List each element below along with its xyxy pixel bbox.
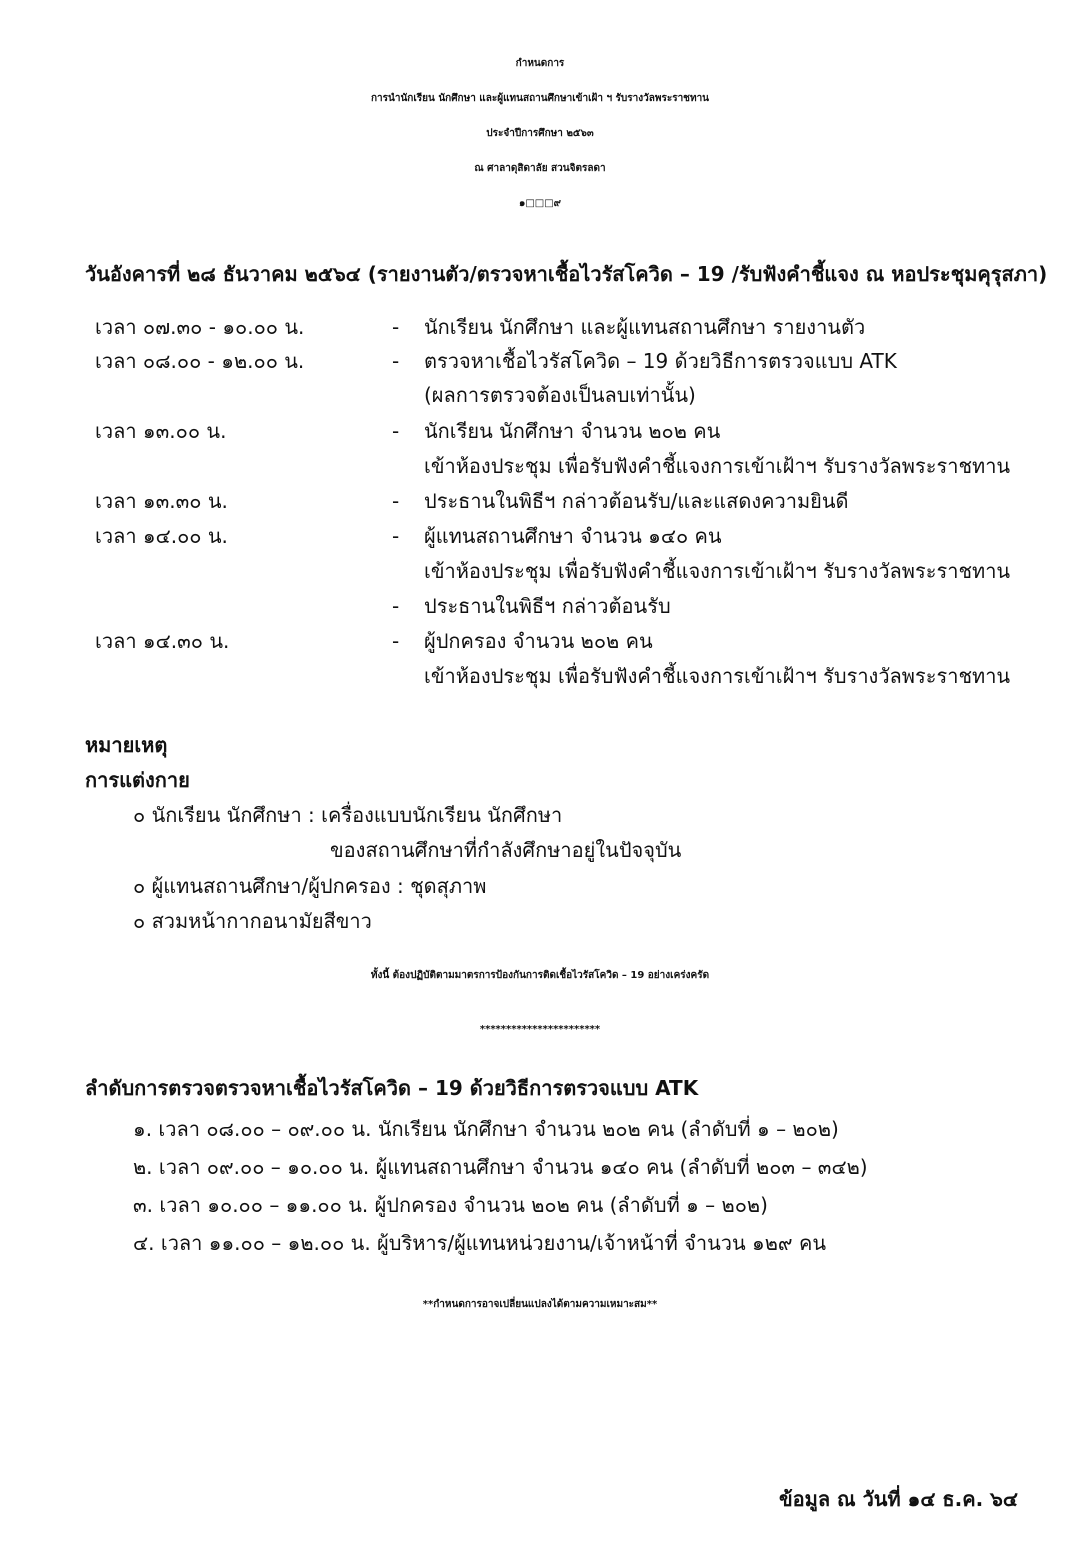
schedule-time: เวลา ๐๘.๐๐ - ๑๒.๐๐ น. <box>95 349 305 373</box>
atk-row: ๑. เวลา ๐๘.๐๐ – ๐๙.๐๐ น. นักเรียน นักศึกษา จำนวน ๒๐๒ คน (ลำดับที่ ๑ – ๒๐๒) <box>133 1117 839 1141</box>
remarks-title: หมายเหตุ <box>85 733 168 757</box>
schedule-text: ประธานในพิธีฯ กล่าวต้อนรับ <box>424 594 671 618</box>
schedule-dash: - <box>392 419 400 443</box>
header-code: ๑□□□๙ <box>518 198 562 209</box>
schedule-text: ประธานในพิธีฯ กล่าวต้อนรับ/และแสดงความยินดี <box>424 489 849 513</box>
schedule-time: เวลา ๑๓.๐๐ น. <box>95 419 227 443</box>
schedule-dash: - <box>392 349 400 373</box>
schedule-text: ผู้แทนสถานศึกษา จำนวน ๑๔๐ คน <box>424 524 722 548</box>
day-heading: วันอังคารที่ ๒๘ ธันวาคม ๒๕๖๔ (รายงานตัว/ตรวจหาเชื้อไวรัสโควิด – 19 /รับฟังคำชี้แจง ณ หอประชุมคุรุสภา) <box>85 262 1048 286</box>
schedule-dash: - <box>392 315 400 339</box>
schedule-time: เวลา ๑๔.๓๐ น. <box>95 629 230 653</box>
dress-item-students: ๐ นักเรียน นักศึกษา : เครื่องแบบนักเรียน นักศึกษา <box>133 803 563 827</box>
data-date: ข้อมูล ณ วันที่ ๑๔ ธ.ค. ๖๔ <box>778 1487 1018 1511</box>
schedule-dash: - <box>392 594 400 618</box>
venue: ณ ศาลาดุสิดาลัย สวนจิตรลดา <box>474 163 606 174</box>
schedule-text-cont: เข้าห้องประชุม เพื่อรับฟังคำชี้แจงการเข้าเฝ้าฯ รับรางวัลพระราชทาน <box>424 454 1011 478</box>
schedule-time: เวลา ๐๗.๓๐ - ๑๐.๐๐ น. <box>95 315 305 339</box>
doc-subtitle: การนำนักเรียน นักศึกษา และผู้แทนสถานศึกษาเข้าเฝ้า ฯ รับรางวัลพระราชทาน <box>370 93 710 104</box>
dress-item-students-cont: ของสถานศึกษาที่กำลังศึกษาอยู่ในปัจจุบัน <box>330 838 682 862</box>
academic-year: ประจำปีการศึกษา ๒๕๖๓ <box>486 128 594 139</box>
schedule-text: นักเรียน นักศึกษา และผู้แทนสถานศึกษา รายงานตัว <box>424 315 866 339</box>
atk-row: ๒. เวลา ๐๙.๐๐ – ๑๐.๐๐ น. ผู้แทนสถานศึกษา จำนวน ๑๔๐ คน (ลำดับที่ ๒๐๓ – ๓๔๒) <box>133 1155 868 1179</box>
schedule-text-cont: (ผลการตรวจต้องเป็นลบเท่านั้น) <box>424 383 696 407</box>
schedule-text-cont: เข้าห้องประชุม เพื่อรับฟังคำชี้แจงการเข้าเฝ้าฯ รับรางวัลพระราชทาน <box>424 664 1011 688</box>
atk-row: ๓. เวลา ๑๐.๐๐ – ๑๑.๐๐ น. ผู้ปกครอง จำนวน ๒๐๒ คน (ลำดับที่ ๑ – ๒๐๒) <box>133 1193 768 1217</box>
schedule-dash: - <box>392 489 400 513</box>
schedule-text: นักเรียน นักศึกษา จำนวน ๒๐๒ คน <box>424 419 721 443</box>
covid-notice: ทั้งนี้ ต้องปฏิบัติตามมาตรการป้องกันการติดเชื้อไวรัสโควิด – 19 อย่างเคร่งครัด <box>370 970 710 981</box>
separator-stars: *********************** <box>479 1024 601 1035</box>
schedule-time: เวลา ๑๓.๓๐ น. <box>95 489 228 513</box>
schedule-dash: - <box>392 524 400 548</box>
schedule-text: ผู้ปกครอง จำนวน ๒๐๒ คน <box>424 629 653 653</box>
atk-row: ๔. เวลา ๑๑.๐๐ – ๑๒.๐๐ น. ผู้บริหาร/ผู้แทนหน่วยงาน/เจ้าหน้าที่ จำนวน ๑๒๙ คน <box>133 1231 826 1255</box>
doc-title: กำหนดการ <box>515 58 565 69</box>
dress-title: การแต่งกาย <box>85 768 190 792</box>
dress-item-mask: ๐ สวมหน้ากากอนามัยสีขาว <box>133 909 372 933</box>
schedule-text: ตรวจหาเชื้อไวรัสโควิด – 19 ด้วยวิธีการตรวจแบบ ATK <box>424 349 897 373</box>
atk-heading: ลำดับการตรวจตรวจหาเชื้อไวรัสโควิด – 19 ด้วยวิธีการตรวจแบบ ATK <box>85 1076 699 1100</box>
dress-item-reps: ๐ ผู้แทนสถานศึกษา/ผู้ปกครอง : ชุดสุภาพ <box>133 874 487 898</box>
schedule-time: เวลา ๑๔.๐๐ น. <box>95 524 228 548</box>
footnote: **กำหนดการอาจเปลี่ยนแปลงได้ตามความเหมาะสม** <box>422 1299 658 1310</box>
schedule-text-cont: เข้าห้องประชุม เพื่อรับฟังคำชี้แจงการเข้าเฝ้าฯ รับรางวัลพระราชทาน <box>424 559 1011 583</box>
schedule-dash: - <box>392 629 400 653</box>
